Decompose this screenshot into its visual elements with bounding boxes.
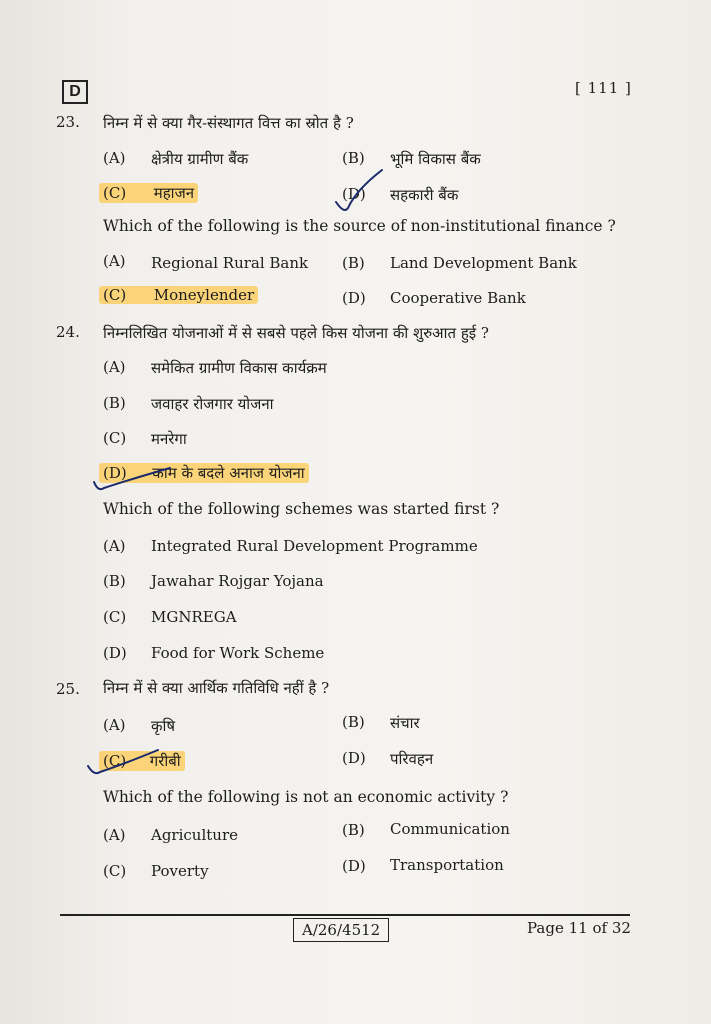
q25-en-option-c-text: Poverty <box>151 862 209 880</box>
q25-en-option-c-letter: (C) <box>103 862 127 880</box>
q24-hi-option-c-letter: (C) <box>103 429 127 447</box>
q25-answer-tick-mark <box>84 746 164 786</box>
q23-hi-option-a-letter: (A) <box>103 149 126 167</box>
question-23-number: 23. <box>56 113 80 131</box>
question-25-text-english: Which of the following is not an economic activity ? <box>103 788 509 806</box>
q23-en-option-d-text: Cooperative Bank <box>390 289 526 307</box>
q25-hi-option-d-text: परिवहन <box>390 750 434 768</box>
q25-en-option-b-letter: (B) <box>342 821 365 839</box>
q23-en-option-b-text: Land Development Bank <box>390 254 577 272</box>
q24-answer-tick-mark <box>88 460 178 500</box>
q24-hi-option-d-text: काम के बदले अनाज योजना <box>152 464 305 482</box>
q23-hi-option-a-text: क्षेत्रीय ग्रामीण बैंक <box>151 150 249 168</box>
q24-hi-option-a-text: समेकित ग्रामीण विकास कार्यक्रम <box>151 359 327 377</box>
q25-hi-option-a-text: कृषि <box>151 717 176 735</box>
booklet-code: A/26/4512 <box>293 918 389 942</box>
paper-code: [ 111 ] <box>575 79 632 97</box>
q23-hi-option-d-letter: (D) <box>342 185 366 203</box>
q24-en-option-b-text: Jawahar Rojgar Yojana <box>151 572 324 590</box>
q25-en-option-a-letter: (A) <box>103 826 126 844</box>
q25-en-option-b-text: Communication <box>390 820 510 838</box>
q24-en-option-a-text: Integrated Rural Development Programme <box>151 537 478 555</box>
q23-answer-tick-mark <box>330 168 390 218</box>
question-23-text-english: Which of the following is the source of non-institutional finance ? <box>103 217 616 235</box>
q23-hi-option-c-letter: (C) <box>103 184 127 202</box>
question-set-box: D <box>62 80 88 104</box>
q24-en-option-c-letter: (C) <box>103 608 127 626</box>
footer-rule <box>60 914 630 916</box>
q24-en-option-a-letter: (A) <box>103 537 126 555</box>
q23-hi-option-c-text: महाजन <box>153 184 195 202</box>
q24-en-option-d-letter: (D) <box>103 644 127 662</box>
q23-en-option-a-letter: (A) <box>103 252 126 270</box>
q24-en-option-c-text: MGNREGA <box>151 608 237 626</box>
q24-hi-option-d-letter: (D) <box>103 464 127 482</box>
q25-hi-option-b-text: संचार <box>390 714 420 732</box>
question-25-text-hindi: निम्न में से क्या आर्थिक गतिविधि नहीं है ? <box>103 679 330 697</box>
q23-hi-option-b-letter: (B) <box>342 149 365 167</box>
q25-en-option-a-text: Agriculture <box>151 826 238 844</box>
question-23-text-hindi: निम्न में से क्या गैर-संस्थागत वित्त का स्रोत है ? <box>103 114 354 132</box>
question-24-text-english: Which of the following schemes was started first ? <box>103 500 500 518</box>
q24-hi-option-c-text: मनरेगा <box>151 430 187 448</box>
q23-en-option-a-text: Regional Rural Bank <box>151 254 309 272</box>
question-25-number: 25. <box>56 680 80 698</box>
q23-en-option-c-letter: (C) <box>103 286 127 304</box>
q23-en-option-d-letter: (D) <box>342 289 366 307</box>
q25-hi-option-c-text: गरीबी <box>149 752 181 770</box>
q24-hi-option-a-letter: (A) <box>103 358 126 376</box>
q24-en-option-b-letter: (B) <box>103 572 126 590</box>
q24-en-option-d-text: Food for Work Scheme <box>151 644 325 662</box>
q25-hi-option-a-letter: (A) <box>103 716 126 734</box>
q25-en-option-d-letter: (D) <box>342 857 366 875</box>
q23-en-option-c-text: Moneylender <box>153 286 255 304</box>
question-24-text-hindi: निम्नलिखित योजनाओं में से सबसे पहले किस योजना की शुरुआत हुई ? <box>103 324 489 342</box>
q25-hi-option-c-letter: (C) <box>103 752 127 770</box>
q23-hi-option-c-highlight <box>99 183 198 203</box>
q24-hi-option-b-text: जवाहर रोजगार योजना <box>151 395 274 413</box>
q25-hi-option-d-letter: (D) <box>342 749 366 767</box>
q23-hi-option-d-text: सहकारी बैंक <box>390 186 459 204</box>
q23-hi-option-b-text: भूमि विकास बैंक <box>390 150 481 168</box>
page-number: Page 11 of 32 <box>527 919 631 937</box>
question-24-number: 24. <box>56 323 80 341</box>
q23-en-option-c-highlight <box>99 286 258 304</box>
q23-en-option-b-letter: (B) <box>342 254 365 272</box>
q25-en-option-d-text: Transportation <box>390 856 504 874</box>
q24-hi-option-b-letter: (B) <box>103 394 126 412</box>
q25-hi-option-b-letter: (B) <box>342 713 365 731</box>
